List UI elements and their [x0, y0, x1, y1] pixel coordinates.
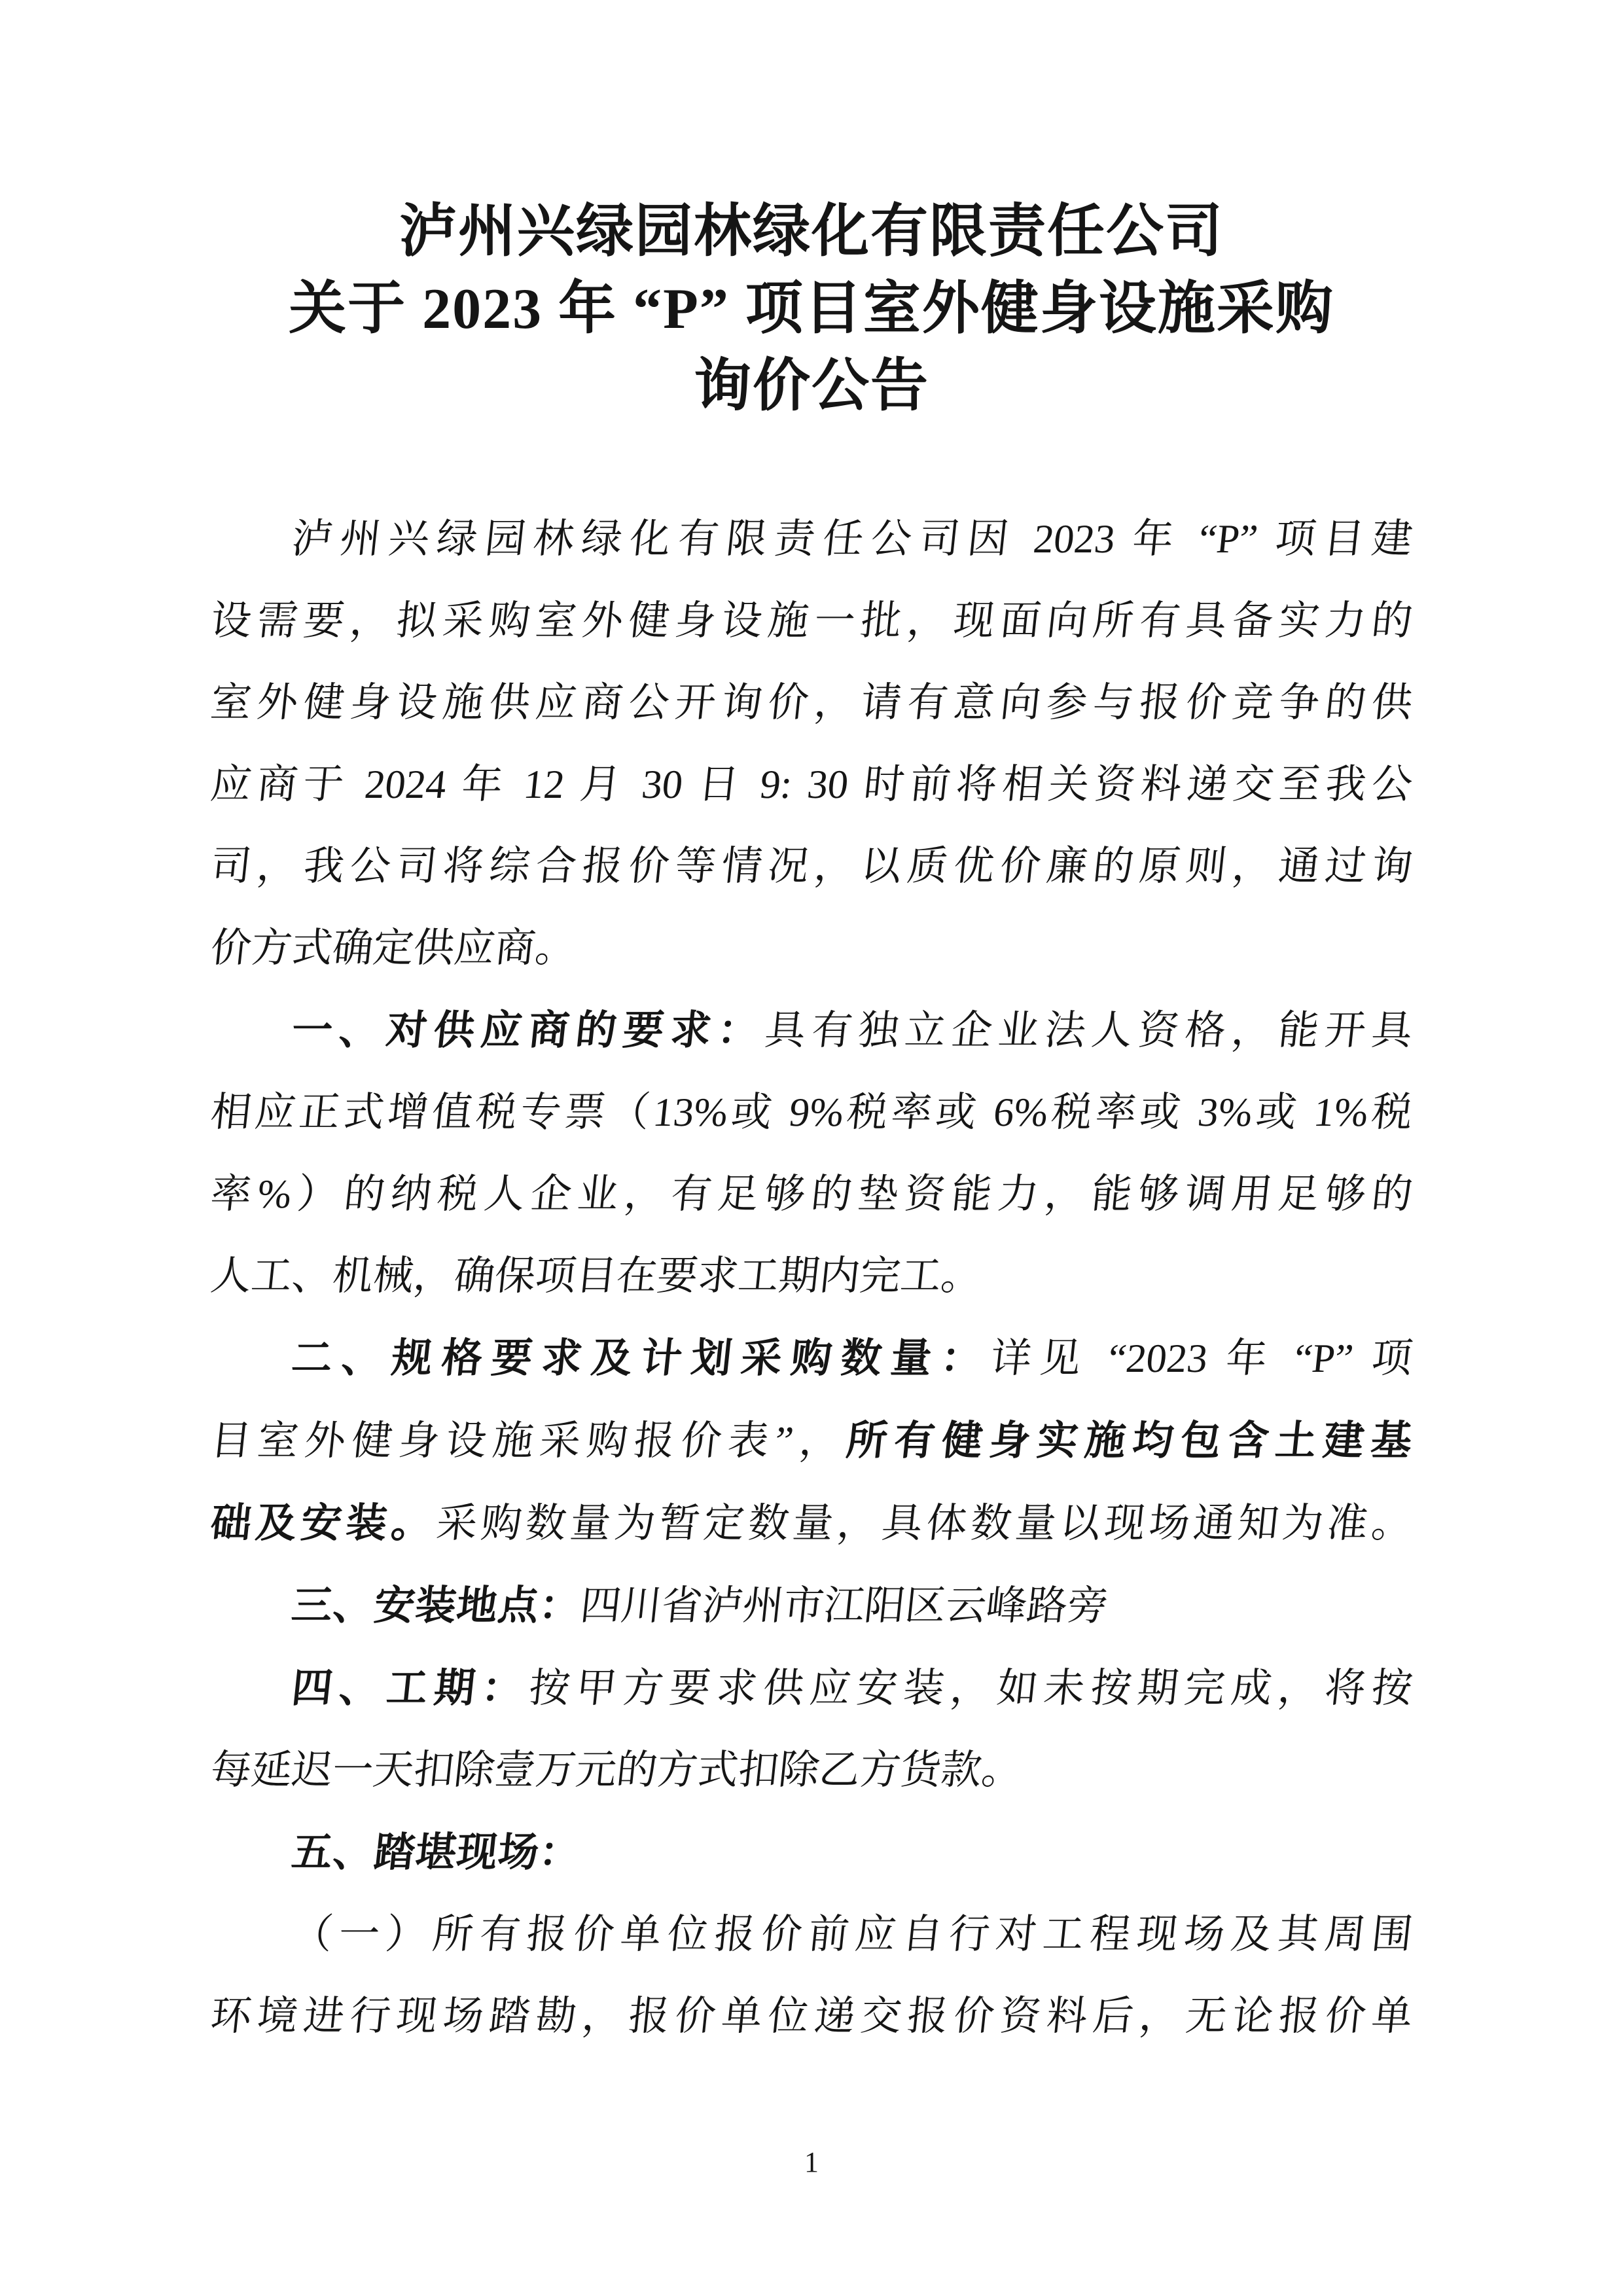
body-line	[206, 1154, 1416, 1236]
body-line	[206, 662, 1416, 744]
title-line-notice-type: 询价公告	[693, 355, 929, 418]
body-line	[206, 1565, 1416, 1647]
body-line	[206, 1482, 1416, 1565]
body-line	[206, 1072, 1416, 1154]
text-segment: 具有独立企业法人资格，能开具	[762, 1009, 1415, 1053]
bold-text-segment: 五、踏堪现场：	[289, 1830, 583, 1875]
text-segment: （一）所有报价单位报价前应自行对工程现场及其周围	[289, 1912, 1415, 1957]
text-segment: 泸州兴绿园林绿化有限责任公司因 2023 年 “P” 项目建	[289, 517, 1415, 562]
text-segment: 四川省泸州市江阳区云峰路旁	[578, 1584, 1111, 1628]
document-title	[0, 0, 1623, 425]
body-line	[206, 1976, 1416, 2058]
body-line	[206, 1236, 1416, 1318]
bold-text-segment: 所有健身实施均包含土建基	[844, 1418, 1415, 1463]
body-line	[206, 1812, 1416, 1894]
bold-text-segment: 础及安装。	[208, 1501, 439, 1546]
body-line	[206, 1730, 1416, 1812]
page-footer	[0, 2145, 1623, 2179]
text-segment: 环境进行现场踏勘，报价单位递交报价资料后，无论报价单	[208, 1994, 1415, 2039]
body-line	[206, 1400, 1416, 1482]
body-line	[206, 908, 1416, 990]
document-body	[208, 499, 1415, 2058]
text-segment: 价方式确定供应商。	[208, 926, 579, 971]
body-line	[206, 499, 1416, 581]
page-number: 1	[804, 2146, 819, 2178]
text-segment: 详见 “2023 年 “P” 项	[988, 1336, 1415, 1381]
text-segment: 每延迟一天扣除壹万元的方式扣除乙方货款。	[208, 1748, 1025, 1793]
bold-text-segment: 二、规格要求及计划采购数量：	[289, 1336, 993, 1381]
text-segment: 目室外健身设施采购报价表”，	[208, 1419, 849, 1463]
body-line	[206, 826, 1416, 908]
body-line	[206, 1894, 1416, 1976]
bold-text-segment: 三、安装地点：	[289, 1583, 583, 1628]
body-line	[206, 990, 1416, 1072]
body-line	[206, 744, 1416, 826]
title-line-subject: 关于 2023 年 “P” 项目室外健身设施采购	[289, 278, 1334, 341]
text-segment: 采购数量为暂定数量，具体数量以现场通知为准。	[434, 1501, 1415, 1546]
text-segment: 相应正式增值税专票（13%或 9%税率或 6%税率或 3%或 1%税	[208, 1090, 1415, 1135]
title-line-company: 泸州兴绿园林绿化有限责任公司	[399, 200, 1224, 264]
body-line	[206, 1647, 1416, 1730]
text-segment: 人工、机械，确保项目在要求工期内完工。	[208, 1254, 984, 1299]
text-segment: 室外健身设施供应商公开询价，请有意向参与报价竞争的供	[208, 681, 1415, 725]
body-line	[206, 1318, 1416, 1400]
text-segment: 应商于 2024 年 12 月 30 日 9: 30 时前将相关资料递交至我公	[208, 762, 1415, 807]
text-segment: 司，我公司将综合报价等情况，以质优价廉的原则，通过询	[208, 844, 1415, 889]
text-segment: 按甲方要求供应安装，如未按期完成，将按	[527, 1666, 1415, 1711]
bold-text-segment: 一、对供应商的要求：	[289, 1008, 768, 1053]
text-segment: 设需要，拟采购室外健身设施一批，现面向所有具备实力的	[208, 599, 1415, 643]
body-line	[206, 581, 1416, 662]
text-segment: 率%）的纳税人企业，有足够的垫资能力，能够调用足够的	[208, 1172, 1415, 1217]
bold-text-segment: 四、工期：	[289, 1666, 532, 1711]
